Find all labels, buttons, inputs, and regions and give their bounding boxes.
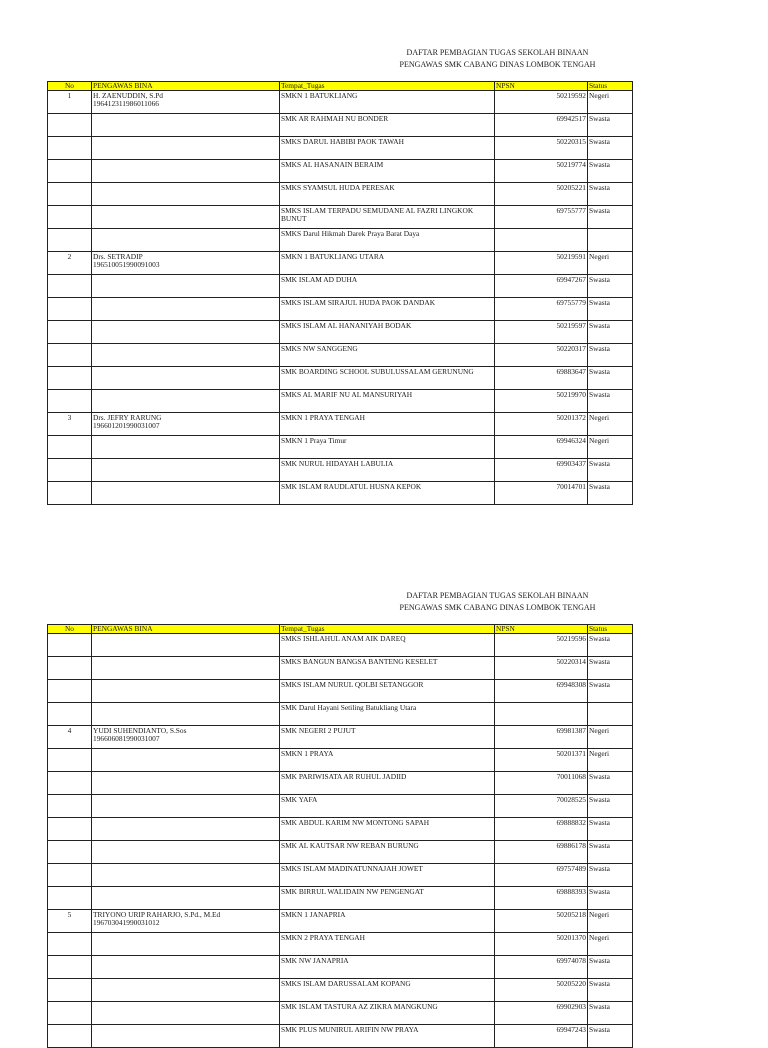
cell-tempat-tugas: SMKN 1 PRAYA TENGAH	[280, 413, 495, 436]
cell-status: Negeri	[588, 91, 633, 114]
cell-pengawas	[92, 413, 280, 436]
cell-tempat-tugas: SMKS AL HASANAIN BERAIM	[280, 160, 495, 183]
table-row	[48, 137, 633, 160]
table-row	[48, 979, 633, 1002]
table-row	[48, 367, 633, 390]
cell-npsn: 69755777	[495, 206, 588, 229]
cell-npsn: 69883647	[495, 367, 588, 390]
cell-status: Swasta	[588, 367, 633, 390]
pengawas-name: YUDI SUHENDIANTO, S.Sos	[93, 726, 187, 735]
cell-tempat-tugas: SMK ISLAM RAUDLATUL HUSNA KEPOK	[280, 482, 495, 505]
cell-pengawas	[92, 887, 280, 910]
cell-tempat-tugas: SMK PARIWISATA AR RUHUL JADIID	[280, 772, 495, 795]
cell-npsn: 69981387	[495, 726, 588, 749]
cell-pengawas	[92, 252, 280, 275]
pengawas-name: Drs. JEFRY RARUNG	[93, 413, 162, 422]
cell-pengawas	[92, 657, 280, 680]
cell-tempat-tugas: SMK BOARDING SCHOOL SUBULUSSALAM GERUNUNG	[280, 367, 495, 390]
table-row	[48, 841, 633, 864]
cell-tempat-tugas: SMKN 2 PRAYA TENGAH	[280, 933, 495, 956]
cell-status: Swasta	[588, 344, 633, 367]
cell-status: Swasta	[588, 657, 633, 680]
table-row	[48, 703, 633, 726]
sheet-title-line: DAFTAR PEMBAGIAN TUGAS SEKOLAH BINAAN	[406, 48, 589, 57]
cell-tempat-tugas: SMK YAFA	[280, 795, 495, 818]
cell-pengawas	[92, 367, 280, 390]
cell-no	[48, 344, 92, 367]
cell-npsn: 50219774	[495, 160, 588, 183]
cell-npsn: 70028525	[495, 795, 588, 818]
cell-pengawas	[92, 321, 280, 344]
cell-no	[48, 298, 92, 321]
column-header-no: No	[48, 82, 92, 91]
cell-npsn: 50220317	[495, 344, 588, 367]
cell-pengawas	[92, 160, 280, 183]
cell-tempat-tugas: SMKS BANGUN BANGSA BANTENG KESELET	[280, 657, 495, 680]
cell-pengawas	[92, 482, 280, 505]
cell-no: 4	[48, 726, 92, 749]
cell-status: Swasta	[588, 841, 633, 864]
table-row	[48, 298, 633, 321]
cell-npsn: 69948308	[495, 680, 588, 703]
cell-pengawas	[92, 634, 280, 657]
table-row	[48, 160, 633, 183]
pengawas-name: Drs. SETRADIP	[93, 252, 143, 261]
cell-npsn: 69903437	[495, 459, 588, 482]
column-header-pengawas: PENGAWAS BINA	[92, 625, 280, 634]
cell-no	[48, 436, 92, 459]
cell-npsn: 69755779	[495, 298, 588, 321]
cell-status: Swasta	[588, 298, 633, 321]
cell-status: Swasta	[588, 321, 633, 344]
cell-no	[48, 772, 92, 795]
table-row	[48, 390, 633, 413]
cell-status: Swasta	[588, 160, 633, 183]
pengawas-nip: 196703041990031012	[93, 918, 160, 927]
cell-tempat-tugas: SMKS ISLAM NURUL QOLBI SETANGGOR	[280, 680, 495, 703]
cell-no	[48, 795, 92, 818]
cell-no: 1	[48, 91, 92, 114]
cell-tempat-tugas: SMK AL KAUTSAR NW REBAN BURUNG	[280, 841, 495, 864]
cell-npsn: 50205218	[495, 910, 588, 933]
cell-npsn: 50201371	[495, 749, 588, 772]
column-header-tempat: Tempat_Tugas	[280, 625, 495, 634]
cell-no	[48, 634, 92, 657]
cell-npsn	[495, 703, 588, 726]
cell-no	[48, 367, 92, 390]
cell-pengawas	[92, 298, 280, 321]
cell-no	[48, 275, 92, 298]
cell-tempat-tugas: SMKN 1 BATUKLIANG	[280, 91, 495, 114]
cell-tempat-tugas: SMK BIRRUL WALIDAIN NW PENGENGAT	[280, 887, 495, 910]
table-row	[48, 482, 633, 505]
cell-status: Negeri	[588, 749, 633, 772]
cell-npsn: 70011068	[495, 772, 588, 795]
cell-status: Swasta	[588, 1025, 633, 1048]
cell-tempat-tugas: SMKS ISLAM TERPADU SEMUDANE AL FAZRI LINGKOK BUNUT	[280, 206, 495, 229]
cell-status: Negeri	[588, 726, 633, 749]
table-row	[48, 726, 633, 749]
cell-pengawas	[92, 956, 280, 979]
cell-npsn: 50201372	[495, 413, 588, 436]
cell-no	[48, 818, 92, 841]
cell-no	[48, 321, 92, 344]
cell-tempat-tugas: SMKS DARUL HABIBI PAOK TAWAH	[280, 137, 495, 160]
cell-status: Swasta	[588, 818, 633, 841]
cell-tempat-tugas: SMKN 1 Praya Timur	[280, 436, 495, 459]
sheet-title-line: PENGAWAS SMK CABANG DINAS LOMBOK TENGAH	[399, 603, 596, 612]
cell-no: 3	[48, 413, 92, 436]
table-row	[48, 680, 633, 703]
cell-no	[48, 979, 92, 1002]
table-row	[48, 795, 633, 818]
cell-no	[48, 956, 92, 979]
cell-status	[588, 229, 633, 252]
cell-tempat-tugas: SMKN 1 JANAPRIA	[280, 910, 495, 933]
cell-status: Swasta	[588, 864, 633, 887]
column-header-status: Status	[588, 625, 633, 634]
assignment-table	[47, 624, 633, 1048]
cell-npsn: 69886178	[495, 841, 588, 864]
cell-pengawas	[92, 459, 280, 482]
cell-no	[48, 864, 92, 887]
table-row	[48, 344, 633, 367]
cell-no	[48, 680, 92, 703]
cell-npsn: 69888832	[495, 818, 588, 841]
cell-npsn: 69947243	[495, 1025, 588, 1048]
cell-tempat-tugas: SMK ABDUL KARIM NW MONTONG SAPAH	[280, 818, 495, 841]
cell-pengawas	[92, 390, 280, 413]
table-row	[48, 183, 633, 206]
cell-npsn: 50219596	[495, 634, 588, 657]
cell-pengawas	[92, 229, 280, 252]
cell-npsn: 50220314	[495, 657, 588, 680]
cell-npsn: 50219597	[495, 321, 588, 344]
cell-pengawas	[92, 275, 280, 298]
column-header-no: No	[48, 625, 92, 634]
cell-tempat-tugas: SMK ISLAM AD DUHA	[280, 275, 495, 298]
table-row	[48, 321, 633, 344]
cell-npsn: 69942517	[495, 114, 588, 137]
cell-no	[48, 390, 92, 413]
cell-tempat-tugas: SMKS Darul Hikmah Darek Praya Barat Daya	[280, 229, 495, 252]
cell-tempat-tugas: SMK NEGERI 2 PUJUT	[280, 726, 495, 749]
cell-pengawas	[92, 841, 280, 864]
table-header-row	[48, 625, 633, 634]
cell-no	[48, 933, 92, 956]
cell-status: Negeri	[588, 910, 633, 933]
cell-pengawas	[92, 680, 280, 703]
cell-npsn	[495, 229, 588, 252]
cell-tempat-tugas: SMK Darul Hayani Setiling Batukliang Utara	[280, 703, 495, 726]
column-header-pengawas: PENGAWAS BINA	[92, 82, 280, 91]
pengawas-name: TRIYONO URIP RAHARJO, S.Pd., M.Ed	[93, 910, 221, 919]
cell-pengawas	[92, 114, 280, 137]
cell-no	[48, 137, 92, 160]
cell-status: Swasta	[588, 795, 633, 818]
cell-status: Swasta	[588, 680, 633, 703]
cell-npsn: 50220315	[495, 137, 588, 160]
pengawas-nip: 196510051990091003	[93, 260, 160, 269]
table-row	[48, 933, 633, 956]
table-row	[48, 910, 633, 933]
cell-pengawas	[92, 979, 280, 1002]
sheet-title-line: PENGAWAS SMK CABANG DINAS LOMBOK TENGAH	[399, 60, 596, 69]
cell-tempat-tugas: SMK NURUL HIDAYAH LABULIA	[280, 459, 495, 482]
cell-npsn: 50205221	[495, 183, 588, 206]
cell-pengawas	[92, 206, 280, 229]
table-row	[48, 91, 633, 114]
sheet-title	[365, 47, 630, 71]
cell-npsn: 69947267	[495, 275, 588, 298]
cell-no	[48, 1002, 92, 1025]
cell-no	[48, 749, 92, 772]
cell-pengawas	[92, 933, 280, 956]
table-row	[48, 206, 633, 229]
cell-npsn: 69888393	[495, 887, 588, 910]
table-row	[48, 749, 633, 772]
cell-pengawas	[92, 726, 280, 749]
cell-no	[48, 1025, 92, 1048]
cell-npsn: 50219592	[495, 91, 588, 114]
column-header-npsn: NPSN	[495, 82, 588, 91]
table-row	[48, 657, 633, 680]
table-row	[48, 229, 633, 252]
table-row	[48, 436, 633, 459]
cell-tempat-tugas: SMKS ISHLAHUL ANAM AIK DAREQ	[280, 634, 495, 657]
cell-npsn: 69946324	[495, 436, 588, 459]
table-row	[48, 956, 633, 979]
table-row	[48, 887, 633, 910]
cell-tempat-tugas: SMK PLUS MUNIRUL ARIFIN NW PRAYA	[280, 1025, 495, 1048]
cell-status: Swasta	[588, 1002, 633, 1025]
cell-pengawas	[92, 137, 280, 160]
cell-no	[48, 229, 92, 252]
cell-status: Swasta	[588, 114, 633, 137]
cell-pengawas	[92, 183, 280, 206]
cell-npsn: 69902903	[495, 1002, 588, 1025]
cell-status: Swasta	[588, 137, 633, 160]
cell-tempat-tugas: SMK ISLAM TASTURA AZ ZIKRA MANGKUNG	[280, 1002, 495, 1025]
pengawas-nip: 196412311986011066	[93, 99, 159, 108]
cell-pengawas	[92, 344, 280, 367]
cell-status: Swasta	[588, 183, 633, 206]
cell-status: Swasta	[588, 956, 633, 979]
cell-pengawas	[92, 1025, 280, 1048]
cell-status: Swasta	[588, 275, 633, 298]
pengawas-nip: 196606081990031007	[93, 734, 160, 743]
table-row	[48, 114, 633, 137]
table-row	[48, 864, 633, 887]
cell-status: Negeri	[588, 413, 633, 436]
assignment-table	[47, 81, 633, 505]
cell-pengawas	[92, 772, 280, 795]
cell-status	[588, 703, 633, 726]
cell-tempat-tugas: SMK NW JANAPRIA	[280, 956, 495, 979]
sheet-title-line: DAFTAR PEMBAGIAN TUGAS SEKOLAH BINAAN	[406, 591, 589, 600]
cell-tempat-tugas: SMK AR RAHMAH NU BONDER	[280, 114, 495, 137]
column-header-tempat: Tempat_Tugas	[280, 82, 495, 91]
cell-no	[48, 160, 92, 183]
cell-pengawas	[92, 436, 280, 459]
cell-status: Swasta	[588, 634, 633, 657]
cell-tempat-tugas: SMKS ISLAM DARUSSALAM KOPANG	[280, 979, 495, 1002]
cell-pengawas	[92, 864, 280, 887]
cell-no	[48, 841, 92, 864]
cell-tempat-tugas: SMKN 1 PRAYA	[280, 749, 495, 772]
cell-no	[48, 482, 92, 505]
table-row	[48, 1025, 633, 1048]
cell-npsn: 69974078	[495, 956, 588, 979]
cell-pengawas	[92, 749, 280, 772]
sheet-title	[365, 590, 630, 614]
cell-npsn: 50205220	[495, 979, 588, 1002]
table-row	[48, 413, 633, 436]
cell-tempat-tugas: SMKN 1 BATUKLIANG UTARA	[280, 252, 495, 275]
cell-status: Swasta	[588, 390, 633, 413]
cell-tempat-tugas: SMKS AL MARIF NU AL MANSURIYAH	[280, 390, 495, 413]
cell-tempat-tugas: SMKS SYAMSUL HUDA PERESAK	[280, 183, 495, 206]
cell-status: Swasta	[588, 979, 633, 1002]
table-header-row	[48, 82, 633, 91]
cell-npsn: 70014701	[495, 482, 588, 505]
cell-pengawas	[92, 818, 280, 841]
cell-no: 2	[48, 252, 92, 275]
cell-status: Swasta	[588, 482, 633, 505]
table-row	[48, 634, 633, 657]
cell-no	[48, 703, 92, 726]
cell-status: Swasta	[588, 887, 633, 910]
pengawas-name: H. ZAENUDDIN, S.Pd	[93, 91, 164, 100]
cell-no	[48, 206, 92, 229]
table-row	[48, 1002, 633, 1025]
cell-status: Swasta	[588, 459, 633, 482]
cell-npsn: 50201370	[495, 933, 588, 956]
cell-npsn: 50219970	[495, 390, 588, 413]
table-row	[48, 275, 633, 298]
cell-npsn: 50219591	[495, 252, 588, 275]
cell-no	[48, 183, 92, 206]
cell-tempat-tugas: SMKS ISLAM SIRAJUL HUDA PAOK DANDAK	[280, 298, 495, 321]
cell-no	[48, 459, 92, 482]
cell-status: Negeri	[588, 252, 633, 275]
cell-tempat-tugas: SMKS NW SANGGENG	[280, 344, 495, 367]
cell-no	[48, 887, 92, 910]
cell-npsn: 69757489	[495, 864, 588, 887]
cell-status: Negeri	[588, 436, 633, 459]
cell-no	[48, 657, 92, 680]
cell-tempat-tugas: SMKS ISLAM MADINATUNNAJAH JOWET	[280, 864, 495, 887]
column-header-npsn: NPSN	[495, 625, 588, 634]
cell-no	[48, 114, 92, 137]
table-row	[48, 459, 633, 482]
table-row	[48, 818, 633, 841]
column-header-status: Status	[588, 82, 633, 91]
cell-status: Negeri	[588, 933, 633, 956]
pengawas-nip: 196601201990031007	[93, 421, 160, 430]
cell-pengawas	[92, 910, 280, 933]
cell-tempat-tugas: SMKS ISLAM AL HANANIYAH BODAK	[280, 321, 495, 344]
cell-pengawas	[92, 1002, 280, 1025]
table-row	[48, 772, 633, 795]
cell-pengawas	[92, 91, 280, 114]
table-row	[48, 252, 633, 275]
cell-status: Swasta	[588, 206, 633, 229]
cell-pengawas	[92, 795, 280, 818]
cell-status: Swasta	[588, 772, 633, 795]
cell-no: 5	[48, 910, 92, 933]
cell-pengawas	[92, 703, 280, 726]
